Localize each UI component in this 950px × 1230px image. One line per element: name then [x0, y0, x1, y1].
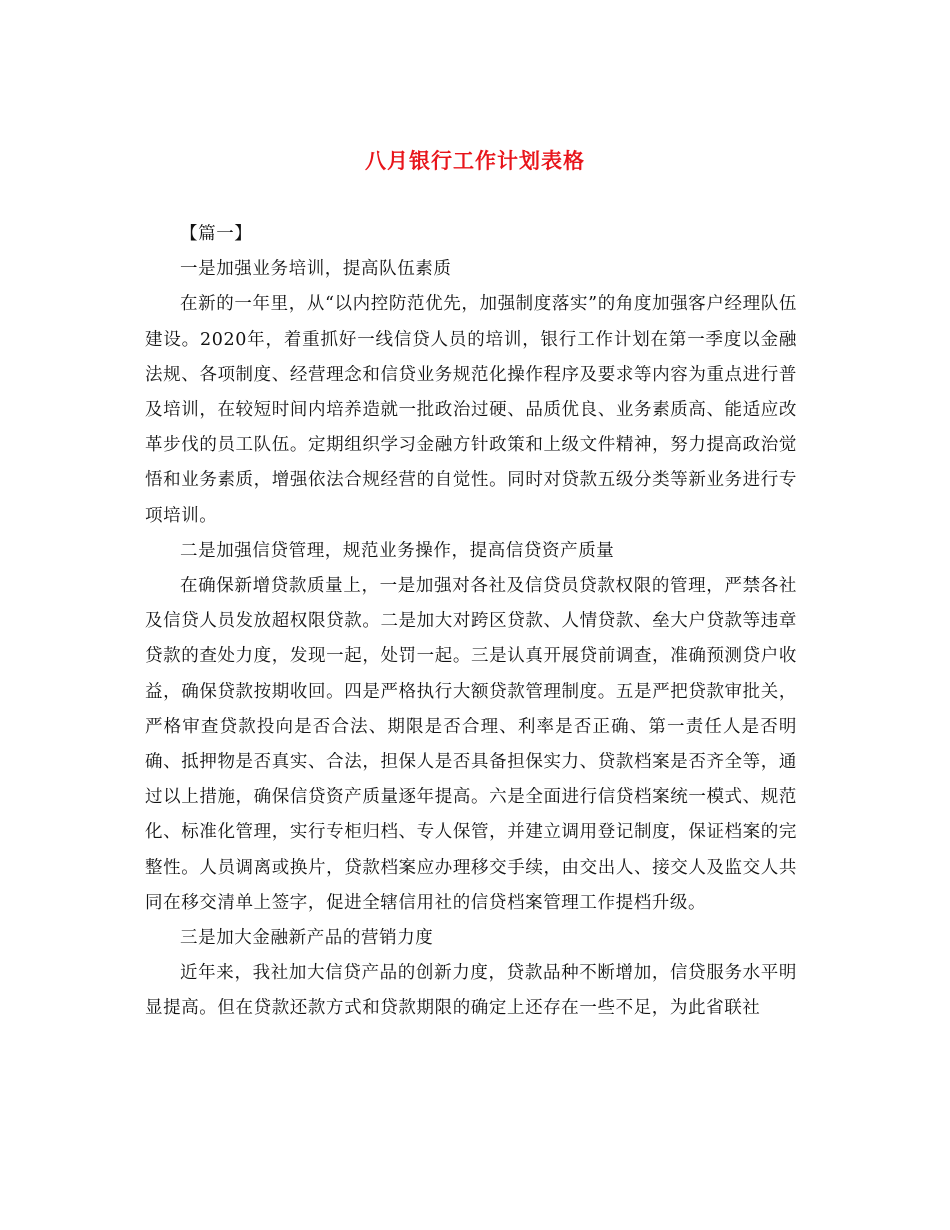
document-body [145, 217, 797, 1027]
subheading-marketing: 三是加大金融新产品的营销力度 [180, 928, 434, 949]
section-heading: 【篇一】 [180, 224, 253, 244]
paragraph-training: 在新的一年里，从“以内控防范优先，加强制度落实”的角度加强客户经理队伍建设。2020年，着重抓好一线信贷人员的培训，银行工作计划在第一季度以金融法规、各项制度、经营理念和信贷业务规范化操作程序及要求等内容为重点进行普及培训，在较短时间内培养造就一批政治过硬、品质优良、业务素质高、能适应改革步伐的员工队伍。定期组织学习金融方针政策和上级文件精神，努力提高政治觉悟和业务素质，增强依法合规经营的自觉性。同时对贷款五级分类等新业务进行专项培训。 [145, 294, 797, 526]
subheading-credit-management: 二是加强信贷管理，规范业务操作，提高信贷资产质量 [180, 540, 615, 561]
page-title: 八月银行工作计划表格 [365, 148, 585, 174]
paragraph-credit-management: 在确保新增贷款质量上，一是加强对各社及信贷员贷款权限的管理，严禁各社及信贷人员发放超权限贷款。二是加大对跨区贷款、人情贷款、垒大户贷款等违章贷款的查处力度，发现一起，处罚一起。三是认真开展贷前调查，准确预测贷户收益，确保贷款按期收回。四是严格执行大额贷款管理制度。五是严把贷款审批关，严格审查贷款投向是否合法、期限是否合理、利率是否正确、第一责任人是否明确、抵押物是否真实、合法，担保人是否具备担保实力、贷款档案是否齐全等，通过以上措施，确保信贷资产质量逐年提高。六是全面进行信贷档案统一模式、规范化、标准化管理，实行专柜归档、专人保管，并建立调用登记制度，保证档案的完整性。人员调离或换片，贷款档案应办理移交手续，由交出人、接交人及监交人共同在移交清单上签字，促进全辖信用社的信贷档案管理工作提档升级。 [145, 576, 797, 913]
paragraph-marketing: 近年来，我社加大信贷产品的创新力度，贷款品种不断增加，信贷服务水平明显提高。但在贷款还款方式和贷款期限的确定上还存在一些不足，为此省联社 [145, 963, 797, 1019]
subheading-training: 一是加强业务培训，提高队伍素质 [180, 259, 452, 280]
